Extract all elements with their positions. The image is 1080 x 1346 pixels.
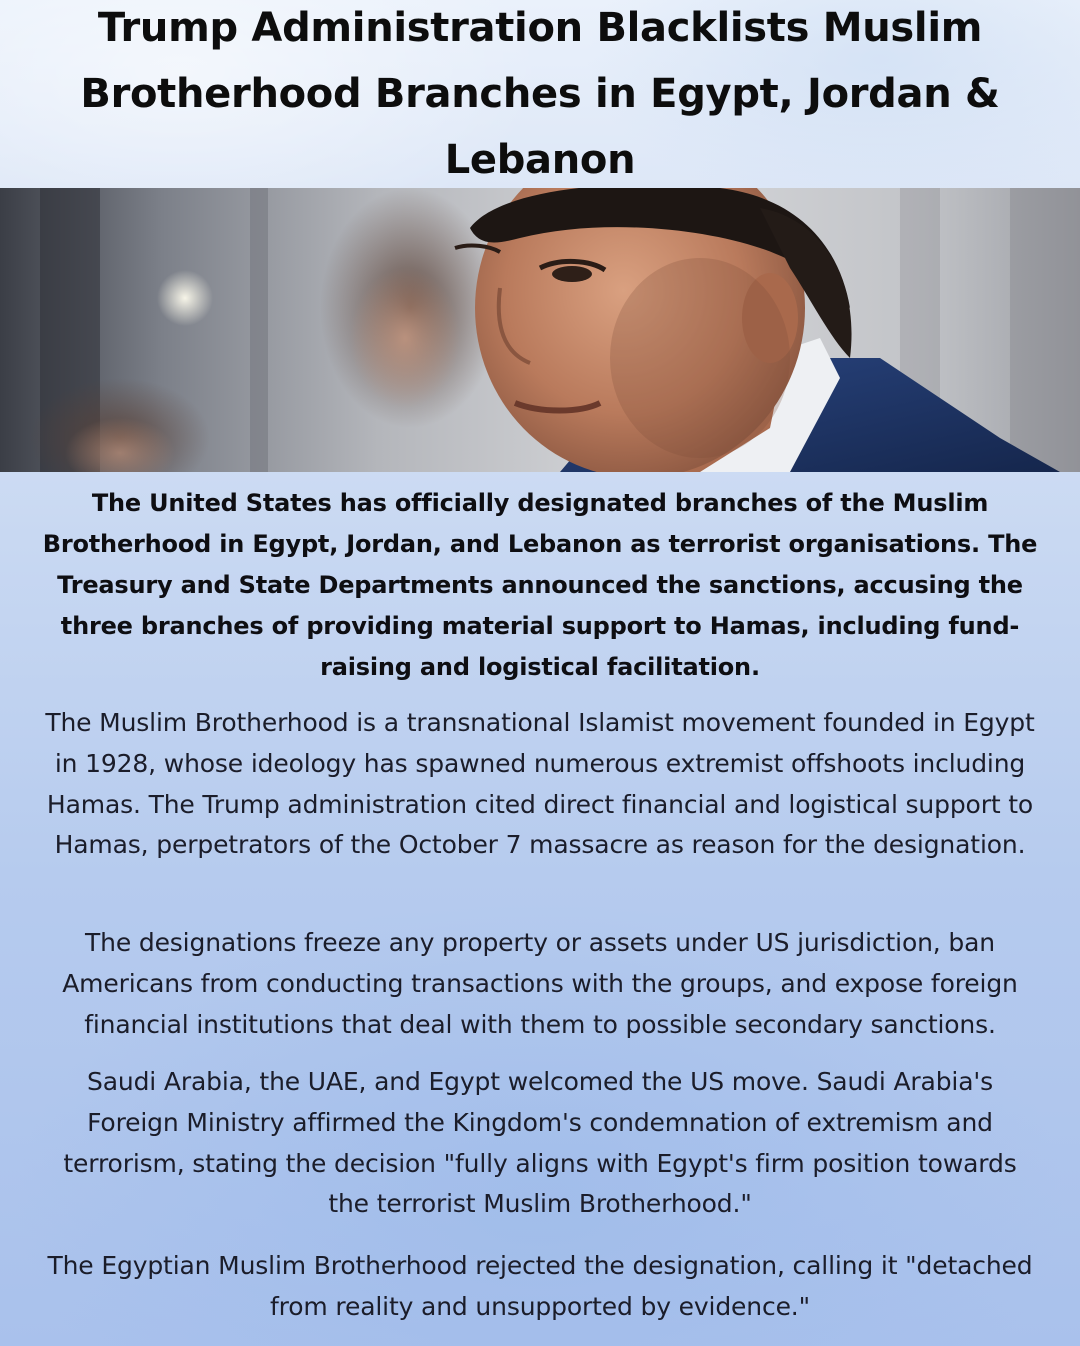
body-paragraph-sanctions: The designations freeze any property or assets under US jurisdiction, ban Americans from conducting transactions with the groups, and expose foreign financial institutions that deal with them to possible secondary sanctions. xyxy=(62,928,1018,1039)
body-paragraph-rejection: The Egyptian Muslim Brotherhood rejected the designation, calling it "detached from reality and unsupported by evidence." xyxy=(47,1251,1033,1321)
body-paragraph-history: The Muslim Brotherhood is a transnational Islamist movement founded in Egypt in 1928, whose ideology has spawned numerous extremist offshoots including Hamas. The Trump administration cited direct financial and logistical support to Hamas, perpetrators of the October 7 massacre as reason for the designation. xyxy=(45,708,1035,860)
lead-paragraph: The United States has officially designated branches of the Muslim Brotherhood in Egypt, Jordan, and Lebanon as terrorist organisations. The Treasury and State Departments announced the sanctions, accusing the three branches of providing material support to Hamas, including fund-raising and logistical facilitation. xyxy=(42,489,1038,681)
body-paragraph-reactions: Saudi Arabia, the UAE, and Egypt welcomed the US move. Saudi Arabia's Foreign Ministry affirmed the Kingdom's condemnation of extremism and terrorism, stating the decision "fully aligns with Egypt's firm position towards the terrorist Muslim Brotherhood." xyxy=(63,1067,1017,1219)
news-photo xyxy=(0,188,1080,472)
headline-title: Trump Administration Blacklists Muslim Brotherhood Branches in Egypt, Jordan & Lebanon xyxy=(80,5,1000,183)
